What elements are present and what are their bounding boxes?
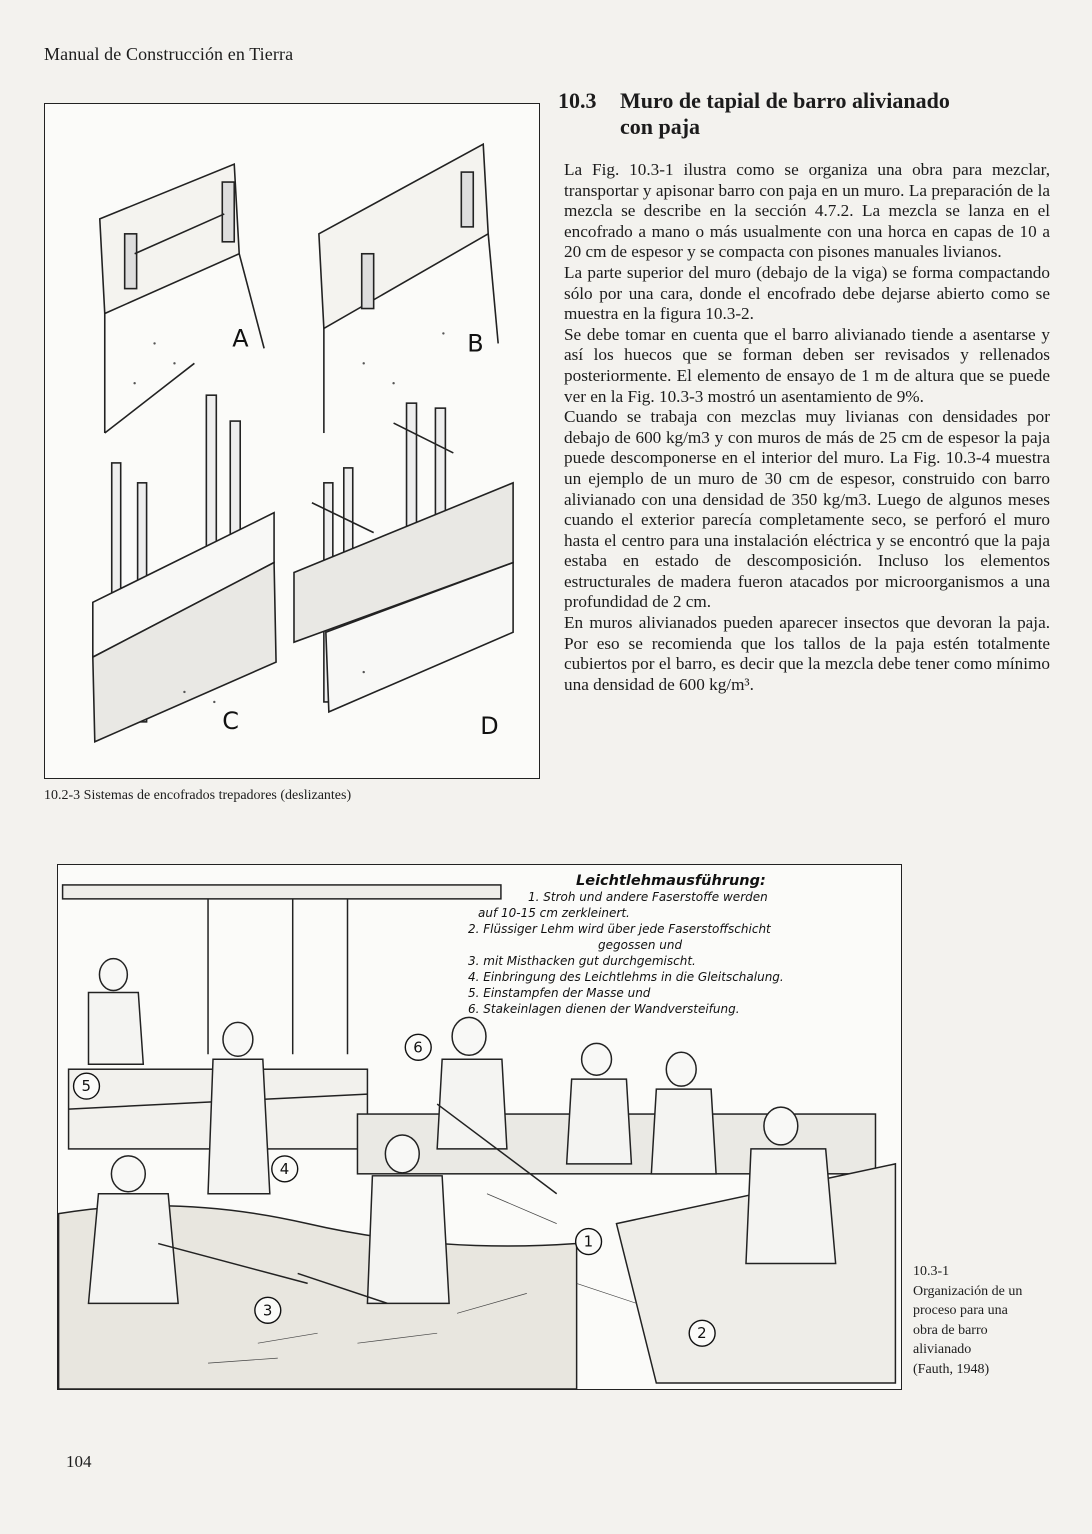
paragraph: La parte superior del muro (debajo de la viga) se forma compactando sólo por una cara, donde el encofrado debe dejarse abierto como se muestra en la figura 10.3-2. — [564, 262, 1050, 324]
formwork-illustration — [45, 104, 539, 778]
paragraph: Cuando se trabaja con mezclas muy livianas con densidades por debajo de 600 kg/m3 y con muros de más de 25 cm de espesor la paja puede descomponerse en el interior del muro. La Fig. 10.3-4 muestra un ejemplo de un muro de 30 cm de espesor, construido con barro alivianado con una densidad de 350 kg/m3. Luego de algunos meses cuando el exterior parecía completamente seco, se perforó el muro hasta el centro para una instalación eléctrica y se encontró que la paja estaba en estado de descomposición. Incluso los elementos estructurales de madera fueron atacados por microorganismos a una profundidad de 2 cm. — [564, 407, 1050, 612]
paragraph: En muros alivianados pueden aparecer insectos que devoran la paja. Por eso se recomienda que los tallos de la paja estén totalmente cubiertos por el barro, es decir que la mezcla debe tener como mínimo una densidad de 600 kg/m³. — [564, 613, 1050, 694]
section-number: 10.3 — [558, 88, 597, 113]
marker-5: 5 — [81, 1077, 92, 1096]
handwritten-line: 6. Stakeinlagen dienen der Wandversteifung. — [468, 1002, 740, 1016]
paragraph: La Fig. 10.3-1 ilustra como se organiza una obra para mezclar, transportar y apisonar barro con paja en un muro. La preparación de la mezcla se describe en la sección 4.7.2. La mezcla se lanza en el encofrado a mano o más usualmente con una horca en capas de 10 a 20 cm de espesor y se compacta con pisones manuales livianos. — [564, 160, 1050, 262]
figure-label-b: B — [467, 329, 484, 358]
figure-label-c: C — [222, 706, 239, 735]
handwritten-line: gegossen und — [598, 938, 683, 952]
page-number: 104 — [66, 1452, 92, 1471]
caption-line: obra de barro — [913, 1322, 988, 1338]
construction-scene-figure — [57, 864, 902, 1390]
marker-3: 3 — [262, 1301, 273, 1320]
section-title-line1: Muro de tapial de barro alivianado — [620, 88, 950, 113]
figure-label-d: D — [480, 711, 499, 740]
marker-2: 2 — [697, 1324, 707, 1343]
running-head: Manual de Construcción en Tierra — [44, 44, 294, 64]
section-heading — [558, 88, 1058, 141]
handwritten-line: 2. Flüssiger Lehm wird über jede Faserstoffschicht — [468, 922, 771, 936]
caption-line: alivianado — [913, 1342, 972, 1358]
handwritten-line: 3. mit Misthacken gut durchgemischt. — [468, 954, 696, 968]
handwritten-line: 5. Einstampfen der Masse und — [468, 986, 651, 1000]
handwritten-notes — [468, 873, 888, 1017]
paragraph: Se debe tomar en cuenta que el barro alivianado tiende a asentarse y así los huecos que se forman deben ser revisados y rellenados posteriormente. El elemento de ensayo de 1 m de altura que se puede ver en la Fig. 10.3-3 mostró un asentamiento de 9%. — [564, 324, 1050, 406]
formwork-figure — [44, 103, 540, 779]
caption-line: proceso para una — [913, 1303, 1008, 1319]
body-text — [564, 160, 1050, 695]
caption-line: 10.3-1 — [913, 1264, 950, 1279]
handwritten-line: auf 10-15 cm zerkleinert. — [478, 906, 630, 920]
handwritten-line: 1. Stroh und andere Faserstoffe werden — [528, 890, 768, 904]
caption-line: Organización de un — [913, 1283, 1023, 1299]
marker-1: 1 — [583, 1232, 594, 1251]
marker-4: 4 — [279, 1159, 290, 1178]
figure-label-a: A — [232, 324, 249, 353]
section-title-line2: con paja — [620, 114, 701, 140]
handwritten-title: Leichtlehmausführung: — [576, 873, 766, 889]
caption-line: (Fauth, 1948) — [913, 1361, 990, 1377]
figure-caption-right — [913, 1262, 1043, 1380]
figure-caption-left: 10.2-3 Sistemas de encofrados trepadores (deslizantes) — [44, 788, 352, 803]
marker-6: 6 — [413, 1038, 423, 1057]
handwritten-line: 4. Einbringung des Leichtlehms in die Gleitschalung. — [468, 970, 784, 984]
